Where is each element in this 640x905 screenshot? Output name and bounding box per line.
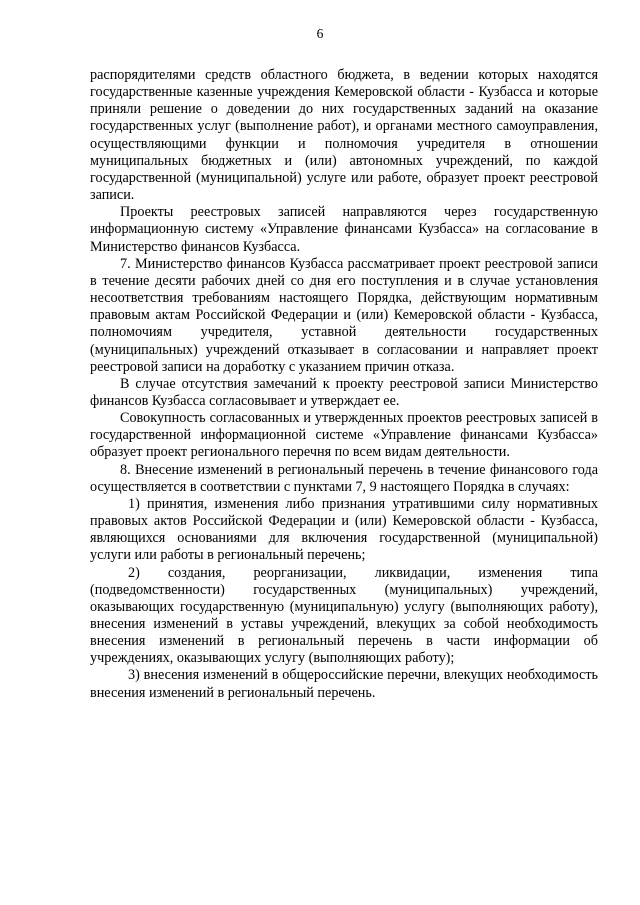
paragraph-item-8: 8. Внесение изменений в региональный перечень в течение финансового года осуществляется в соответствии с пунктами 7, 9 настоящего Порядка в случаях: [90,461,598,495]
paragraph-subitem-3: 3) внесения изменений в общероссийские перечни, влекущих необходимость внесения изменений в региональный перечень. [90,667,598,701]
document-body [90,67,598,702]
paragraph-no-remarks: В случае отсутствия замечаний к проекту реестровой записи Министерство финансов Кузбасса согласовывает и утверждает ее. [90,375,598,409]
paragraph-subitem-2: 2) создания, реорганизации, ликвидации, изменения типа (подведомственности) государственных (муниципальных) учреждений, оказывающих государственную (муниципальную) услугу (выполняющих работу), внесения изменений в уставы учреждений, влекущих за собой необходимость внесения изменений в региональный перечень в части информации об учреждениях, оказывающих услугу (выполняющих работу); [90,564,598,667]
page-number: 6 [316,26,324,41]
paragraph-aggregate: Совокупность согласованных и утвержденных проектов реестровых записей в государственной информационной системе «Управление финансами Кузбасса» образует проект регионального перечня по всем видам деятельности. [90,410,598,461]
paragraph-item-7: 7. Министерство финансов Кузбасса рассматривает проект реестровой записи в течение десяти рабочих дней со дня его поступления и в случае установления несоответствия требованиям настоящего Порядка, действующим нормативным правовым актам Российской Федерации и (или) Кемеровской области - Кузбасса, полномочиям учредителя, уставной деятельности государственных (муниципальных) учреждений отказывает в согласовании и направляет проект реестровой записи на доработку с указанием причин отказа. [90,255,598,375]
paragraph-subitem-1: 1) принятия, изменения либо признания утратившими силу нормативных правовых актов Российской Федерации и (или) Кемеровской области - Кузбасса, являющихся основаниями для включения государственной (муниципальной) услуги или работы в региональный перечень; [90,495,598,564]
paragraph-continuation: распорядителями средств областного бюджета, в ведении которых находятся государственные казенные учреждения Кемеровской области - Кузбасса и которые приняли решение о доведении до них государственных заданий на оказание государственных услуг (выполнение работ), и органами местного самоуправления, осуществляющими функции и полномочия учредителя в отношении муниципальных бюджетных и (или) автономных учреждений, по каждой государственной (муниципальной) услуге или работе, образует проект реестровой записи. [90,67,598,204]
paragraph-registry-projects: Проекты реестровых записей направляются через государственную информационную систему «Управление финансами Кузбасса» на согласование в Министерство финансов Кузбасса. [90,204,598,255]
